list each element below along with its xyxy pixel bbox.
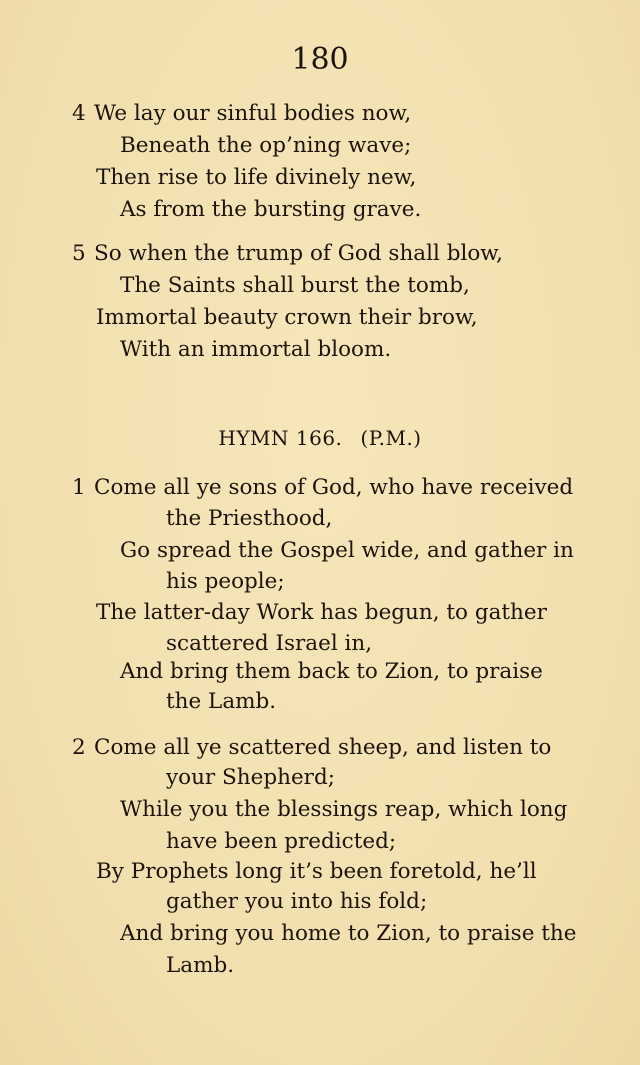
hymn-meter: (P.M.): [360, 426, 422, 450]
hymn-verse-2-line-5: By Prophets long it’s been foretold, he’ll: [96, 859, 537, 884]
hymn-verse-2-line-1: 2 Come all ye scattered sheep, and listen to: [72, 732, 551, 764]
verse-4-line-3: Then rise to life divinely new,: [96, 165, 417, 190]
verse-5-line-4: With an immortal bloom.: [120, 337, 392, 362]
page-number: 180: [291, 42, 349, 77]
verse-4-line-1: 4 We lay our sinful bodies now,: [72, 98, 411, 130]
verse-5-line-1: 5 So when the trump of God shall blow,: [72, 238, 503, 270]
verse-number: 4: [72, 101, 86, 126]
verse-5-line-3: Immortal beauty crown their brow,: [96, 305, 478, 330]
hymn-verse-1-line-1: 1 Come all ye sons of God, who have received: [72, 472, 573, 504]
verse-4-line-2: Beneath the op’ning wave;: [120, 133, 412, 158]
hymn-verse-1-line-3: Go spread the Gospel wide, and gather in: [120, 538, 574, 563]
verse-number: 1: [72, 475, 86, 500]
hymn-verse-2-line-3: While you the blessings reap, which long: [120, 797, 568, 822]
verse-4-line-4: As from the bursting grave.: [120, 197, 422, 222]
hymn-verse-2-line-7: And bring you home to Zion, to praise the: [120, 921, 577, 946]
hymn-verse-1-line-4: his people;: [166, 569, 285, 594]
hymn-verse-2-line-2: your Shepherd;: [166, 765, 335, 790]
verse-number: 5: [72, 241, 86, 266]
hymn-verse-2-line-8: Lamb.: [166, 953, 235, 978]
verse-5-line-2: The Saints shall burst the tomb,: [120, 273, 470, 298]
hymn-title: [0, 422, 640, 454]
hymn-verse-1-line-7: And bring them back to Zion, to praise: [120, 659, 543, 684]
hymn-verse-2-line-6: gather you into his fold;: [166, 889, 428, 914]
hymn-verse-1-line-5: The latter-day Work has begun, to gather: [96, 600, 547, 625]
hymn-number: HYMN 166.: [218, 426, 343, 450]
hymn-verse-1-line-6: scattered Israel in,: [166, 631, 373, 656]
hymn-verse-2-line-4: have been predicted;: [166, 829, 397, 854]
hymn-verse-1-line-2: the Priesthood,: [166, 506, 333, 531]
verse-number: 2: [72, 735, 86, 760]
hymn-verse-1-line-8: the Lamb.: [166, 689, 277, 714]
